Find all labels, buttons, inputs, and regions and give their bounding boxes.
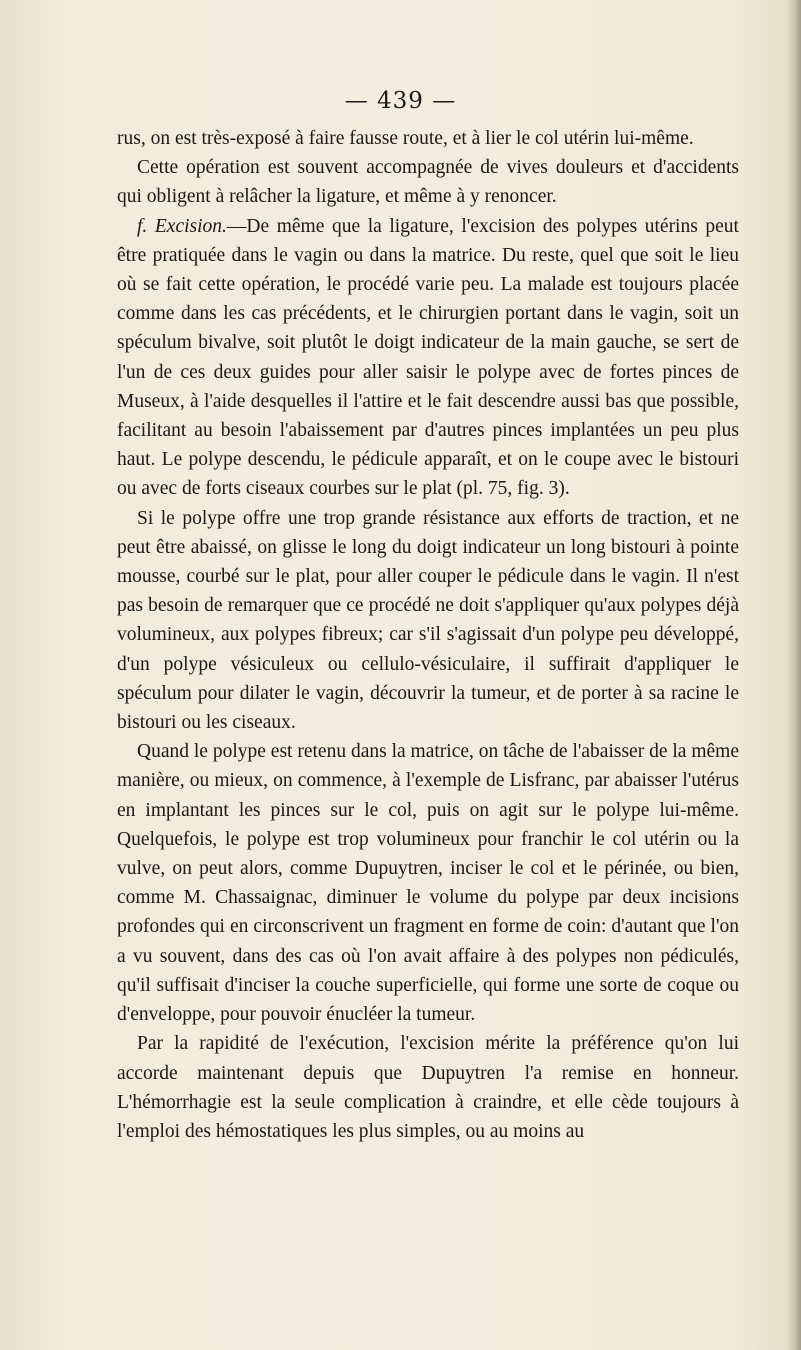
page-edge-shadow [787, 0, 801, 1350]
paragraph: Quand le polype est retenu dans la matrice, on tâche de l'abaisser de la même manière, ou mieux, on commence, à l'exemple de Lisfranc, par abaisser l'utérus en implantant les pinces sur le col, puis on agit sur le polype lui-même. Quelquefois, le polype est trop volumineux pour franchir le col utérin ou la vulve, on peut alors, comme Dupuytren, inciser le col et le périnée, ou bien, comme M. Chassaignac, diminuer le volume du polype par deux incisions profondes qui en circonscrivent un fragment en forme de coin: d'autant que l'on a vu souvent, dans des cas où l'on avait affaire à des polypes non pédiculés, qu'il suffisait d'inciser la couche superficielle, qui forme une sorte de coque ou d'enveloppe, pour pouvoir énucléer la tumeur. [117, 741, 739, 1026]
page-number: — 439 — [344, 88, 457, 114]
paragraph-excision [117, 212, 739, 504]
paragraph-text: —De même que la ligature, l'excision des polypes utérins peut être pratiquée dans le vagin ou dans la matrice. Du reste, quel que soit le lieu où se fait cette opération, le procédé varie peu. La malade est toujours placée comme dans les cas précédents, et le chirurgien portant dans le vagin, soit un spéculum bivalve, soit plutôt le doigt indicateur de la main gauche, se sert de l'un de ces deux guides pour aller saisir le polype avec de fortes pinces de Museux, à l'aide desquelles il l'attire et le fait descendre aussi bas que possible, facilitant au besoin l'abaissement par d'autres pinces implantées un peu plus haut. Le polype descendu, le pédicule apparaît, et on le coupe avec le bistouri ou avec de forts ciseaux courbes sur le plat (pl. 75, fig. 3). [117, 215, 739, 500]
paragraph-continuation: rus, on est très-exposé à faire fausse route, et à lier le col utérin lui-même. [117, 128, 694, 149]
body-text [117, 124, 739, 1146]
paragraph: Cette opération est souvent accompagnée de vives douleurs et d'accidents qui obligent à relâcher la ligature, et même à y renoncer. [117, 157, 739, 208]
paragraph: Par la rapidité de l'exécution, l'excision mérite la préférence qu'on lui accorde maintenant depuis que Dupuytren l'a remise en honneur. L'hémorrhagie est la seule complication à craindre, et elle cède toujours à l'emploi des hémostatiques les plus simples, ou au moins au [117, 1033, 739, 1142]
section-label: f. Excision. [137, 215, 227, 237]
paragraph: Si le polype offre une trop grande résistance aux efforts de traction, et ne peut être abaissé, on glisse le long du doigt indicateur un long bistouri à pointe mousse, courbé sur le plat, pour aller couper le pédicule dans le vagin. Il n'est pas besoin de remarquer que ce procédé ne doit s'appliquer qu'aux polypes déjà volumineux, aux polypes fibreux; car s'il s'agissait d'un polype peu développé, d'un polype vésiculeux ou cellulo-vésiculaire, il suffirait d'appliquer le spéculum pour dilater le vagin, découvrir la tumeur, et de porter à sa racine le bistouri ou les ciseaux. [117, 507, 739, 734]
